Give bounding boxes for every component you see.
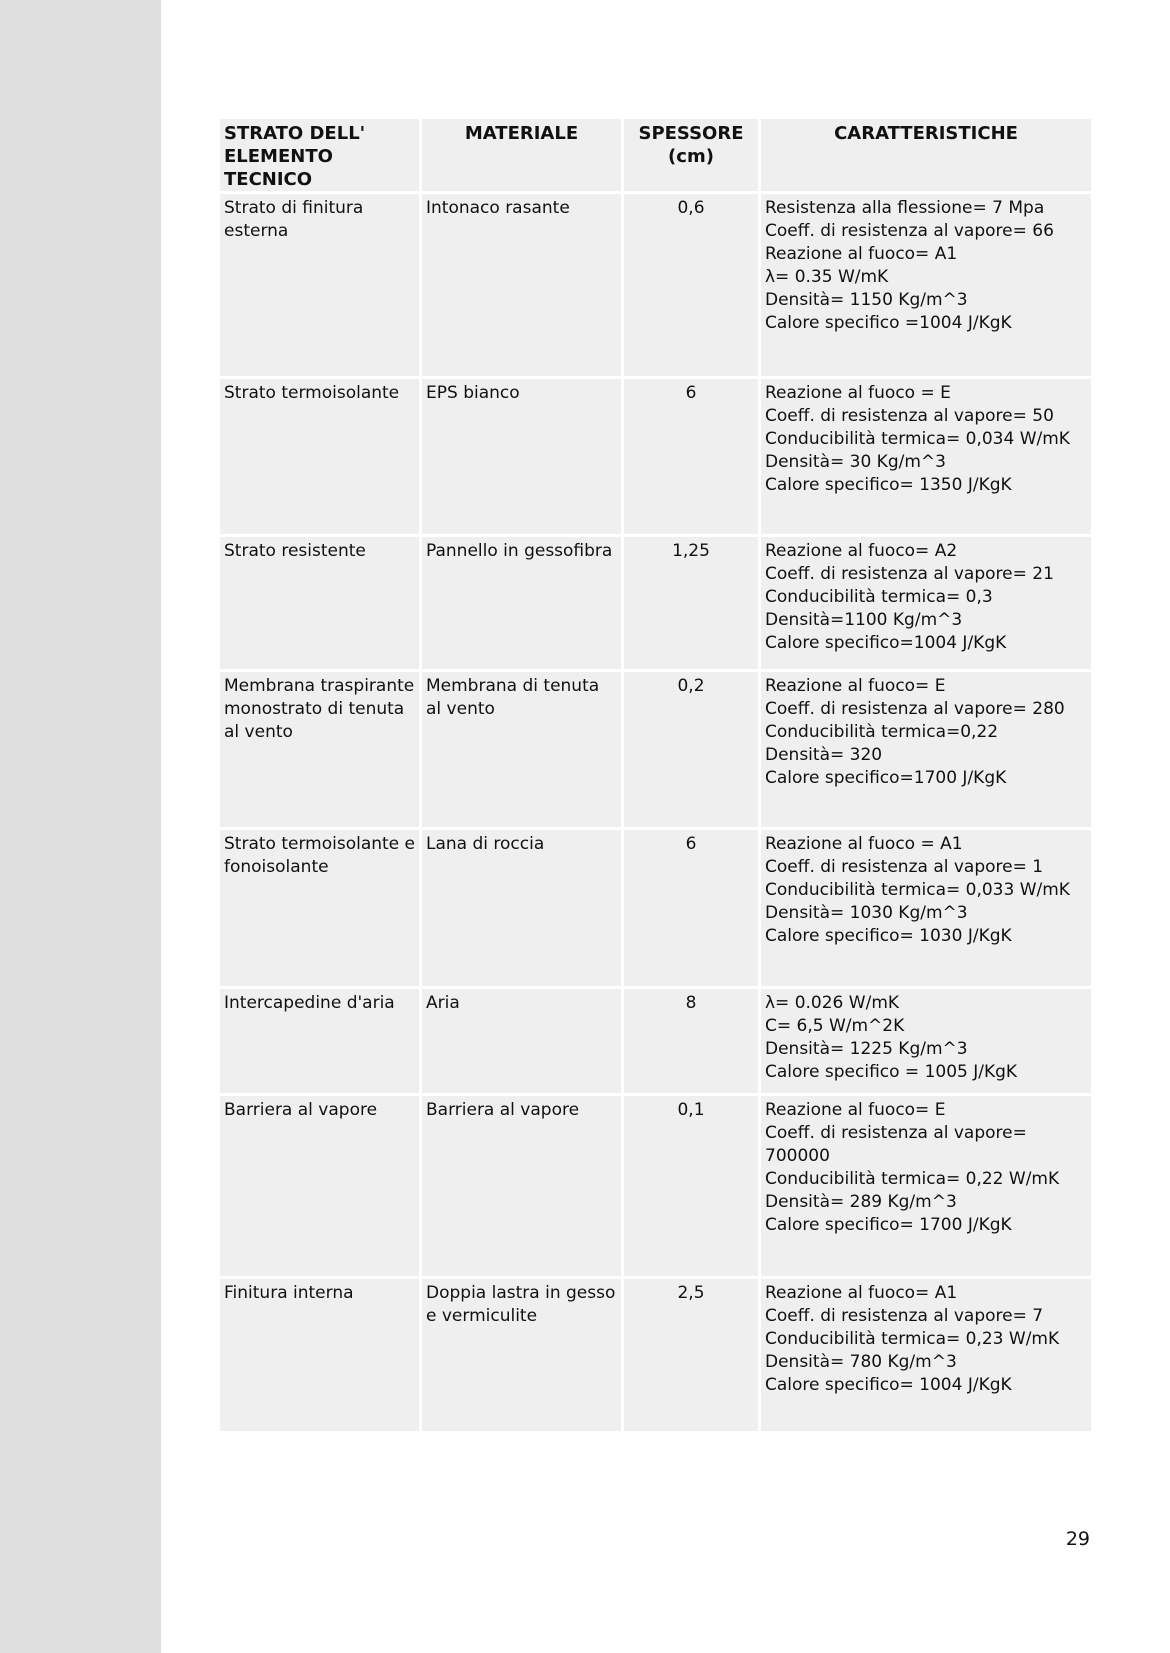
page-side-band (0, 0, 161, 1653)
property-line: Coeff. di resistenza al vapore= 21 (765, 564, 1054, 584)
cell-thickness: 2,5 (624, 1279, 758, 1431)
property-line: Calore specifico= 1350 J/KgK (765, 475, 1012, 495)
cell-thickness: 0,6 (624, 194, 758, 376)
cell-thickness: 6 (624, 830, 758, 986)
property-line: Coeff. di resistenza al vapore= 700000 (765, 1123, 1027, 1166)
cell-material: Intonaco rasante (422, 194, 621, 376)
cell-thickness: 8 (624, 989, 758, 1093)
cell-properties (761, 1096, 1091, 1276)
table-row (220, 194, 1091, 376)
cell-properties (761, 537, 1091, 669)
property-line: Calore specifico= 1700 J/KgK (765, 1215, 1012, 1235)
header-material: MATERIALE (422, 119, 621, 191)
table-row (220, 537, 1091, 669)
header-thickness: SPESSORE (cm) (624, 119, 758, 191)
property-line: Densità= 1150 Kg/m^3 (765, 290, 968, 310)
table-row (220, 989, 1091, 1093)
cell-layer: Strato di finitura esterna (220, 194, 419, 376)
property-line: Conducibilità termica=0,22 (765, 722, 999, 742)
property-line: Densità= 1030 Kg/m^3 (765, 903, 968, 923)
cell-layer: Strato termoisolante e fonoisolante (220, 830, 419, 986)
property-line: C= 6,5 W/m^2K (765, 1016, 905, 1036)
cell-layer: Membrana traspirante monostrato di tenuta al vento (220, 672, 419, 827)
property-line: Reazione al fuoco= E (765, 676, 946, 696)
layers-table (217, 116, 1094, 1434)
property-line: Densità= 289 Kg/m^3 (765, 1192, 957, 1212)
cell-properties (761, 1279, 1091, 1431)
cell-layer: Strato termoisolante (220, 379, 419, 534)
table-row (220, 1096, 1091, 1276)
property-line: λ= 0.35 W/mK (765, 267, 889, 287)
property-line: Coeff. di resistenza al vapore= 1 (765, 857, 1044, 877)
cell-layer: Strato resistente (220, 537, 419, 669)
cell-properties (761, 830, 1091, 986)
property-line: Calore specifico = 1005 J/KgK (765, 1062, 1018, 1082)
cell-layer: Barriera al vapore (220, 1096, 419, 1276)
property-line: Coeff. di resistenza al vapore= 280 (765, 699, 1065, 719)
property-line: Calore specifico= 1030 J/KgK (765, 926, 1012, 946)
cell-properties (761, 379, 1091, 534)
page-number: 29 (1065, 1528, 1090, 1550)
cell-thickness: 6 (624, 379, 758, 534)
property-line: Densità= 30 Kg/m^3 (765, 452, 946, 472)
cell-properties (761, 672, 1091, 827)
property-line: Reazione al fuoco= A1 (765, 244, 958, 264)
cell-layer: Finitura interna (220, 1279, 419, 1431)
property-line: Conducibilità termica= 0,22 W/mK (765, 1169, 1060, 1189)
property-line: Densità= 1225 Kg/m^3 (765, 1039, 968, 1059)
table-body (220, 194, 1091, 1431)
property-line: Reazione al fuoco = A1 (765, 834, 963, 854)
property-line: Reazione al fuoco= E (765, 1100, 946, 1120)
property-line: Densità= 320 (765, 745, 883, 765)
cell-material: Aria (422, 989, 621, 1093)
cell-material: EPS bianco (422, 379, 621, 534)
property-line: Conducibilità termica= 0,034 W/mK (765, 429, 1070, 449)
table-row (220, 672, 1091, 827)
header-layer: STRATO DELL' ELEMENTO TECNICO (220, 119, 419, 191)
property-line: Conducibilità termica= 0,3 (765, 587, 993, 607)
cell-material: Doppia lastra in gesso e vermiculite (422, 1279, 621, 1431)
cell-thickness: 0,1 (624, 1096, 758, 1276)
table-header-row (220, 119, 1091, 191)
property-line: Reazione al fuoco= A1 (765, 1283, 958, 1303)
cell-material: Barriera al vapore (422, 1096, 621, 1276)
header-properties: CARATTERISTICHE (761, 119, 1091, 191)
property-line: Densità=1100 Kg/m^3 (765, 610, 963, 630)
table-row (220, 379, 1091, 534)
property-line: λ= 0.026 W/mK (765, 993, 900, 1013)
property-line: Coeff. di resistenza al vapore= 7 (765, 1306, 1044, 1326)
property-line: Resistenza alla flessione= 7 Mpa (765, 198, 1045, 218)
property-line: Densità= 780 Kg/m^3 (765, 1352, 957, 1372)
cell-material: Lana di roccia (422, 830, 621, 986)
property-line: Reazione al fuoco = E (765, 383, 951, 403)
property-line: Calore specifico= 1004 J/KgK (765, 1375, 1012, 1395)
cell-layer: Intercapedine d'aria (220, 989, 419, 1093)
property-line: Conducibilità termica= 0,033 W/mK (765, 880, 1070, 900)
cell-properties (761, 989, 1091, 1093)
cell-thickness: 1,25 (624, 537, 758, 669)
property-line: Calore specifico =1004 J/KgK (765, 313, 1012, 333)
property-line: Calore specifico=1004 J/KgK (765, 633, 1007, 653)
cell-material: Pannello in gessofibra (422, 537, 621, 669)
property-line: Coeff. di resistenza al vapore= 50 (765, 406, 1054, 426)
property-line: Calore specifico=1700 J/KgK (765, 768, 1007, 788)
table-row (220, 1279, 1091, 1431)
cell-material: Membrana di tenuta al vento (422, 672, 621, 827)
table-row (220, 830, 1091, 986)
cell-thickness: 0,2 (624, 672, 758, 827)
property-line: Conducibilità termica= 0,23 W/mK (765, 1329, 1060, 1349)
property-line: Coeff. di resistenza al vapore= 66 (765, 221, 1054, 241)
cell-properties (761, 194, 1091, 376)
property-line: Reazione al fuoco= A2 (765, 541, 958, 561)
